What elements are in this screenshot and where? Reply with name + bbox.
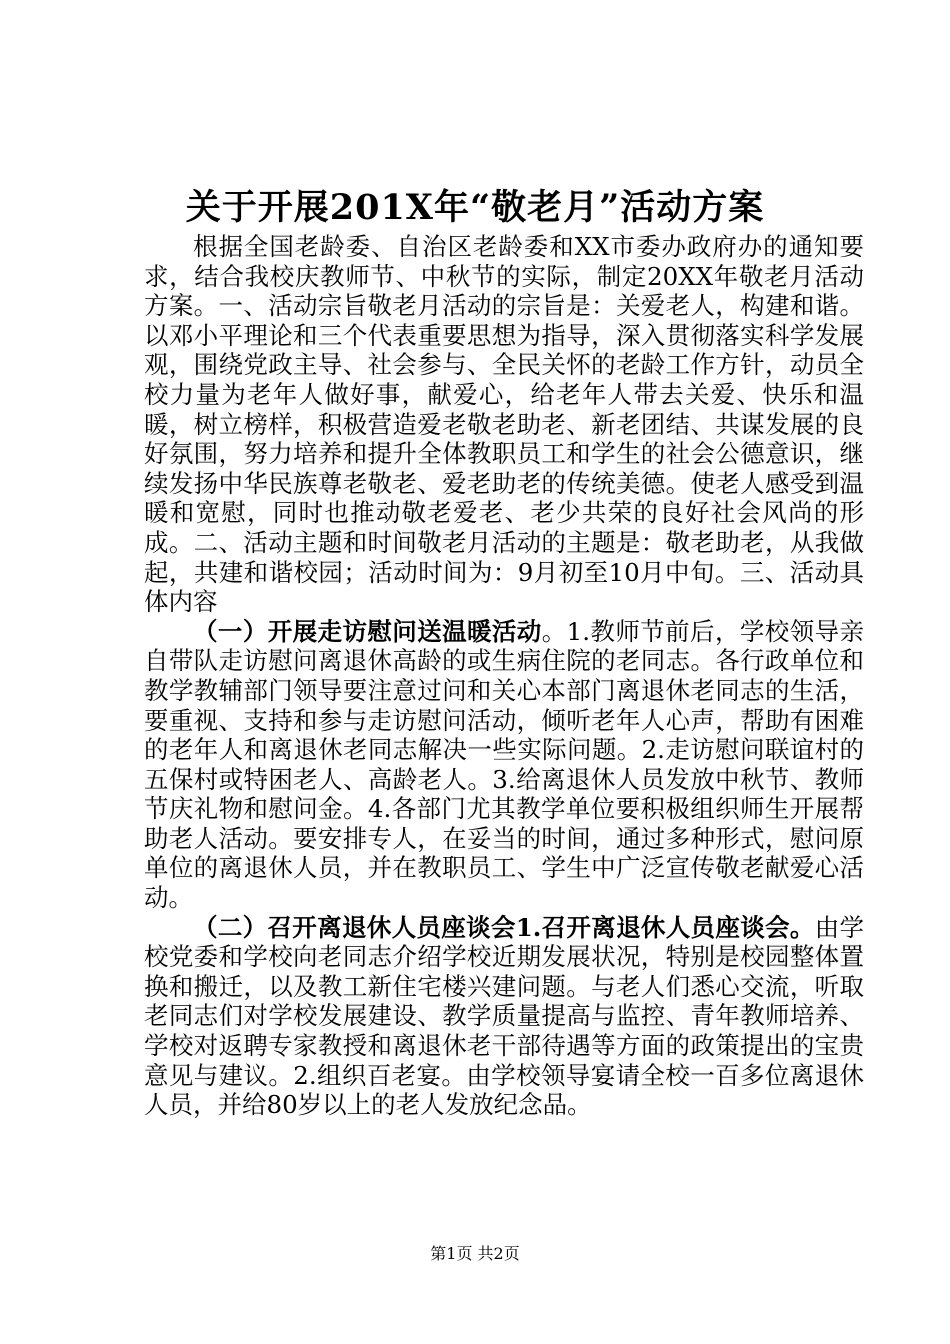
page-footer: 第1页 共2页 <box>430 1244 520 1263</box>
section-one-paragraph <box>144 617 864 913</box>
intro-paragraph: 根据全国老龄委、自治区老龄委和XX市委办政府办的通知要求，结合我校庆教师节、中秋节的实际，制定20XX年敬老月活动方案。一、活动宗旨敬老月活动的宗旨是：关爱老人，构建和谐。以邓小平理论和三个代表重要思想为指导，深入贯彻落实科学发展观，围绕党政主导、社会参与、全民关怀的老龄工作方针，动员全校力量为老年人做好事，献爱心，给老年人带去关爱、快乐和温暖，树立榜样，积极营造爱老敬老助老、新老团结、共谋发展的良好氛围，努力培养和提升全体教职员工和学生的社会公德意识，继续发扬中华民族尊老敬老、爱老助老的传统美德。使老人感受到温暖和宽慰，同时也推动敬老爱老、老少共荣的良好社会风尚的形成。二、活动主题和时间敬老月活动的主题是：敬老助老，从我做起，共建和谐校园；活动时间为：9月初至10月中旬。三、活动具体内容 <box>144 232 864 617</box>
section-one-heading: （一）开展走访慰问送温暖活动 <box>193 616 542 646</box>
document-title: 关于开展201X年“敬老月”活动方案 <box>185 187 765 228</box>
section-two-heading: （二）召开离退休人员座谈会1.召开离退休人员座谈会。 <box>193 912 815 942</box>
section-two-body: 由学校党委和学校向老同志介绍学校近期发展状况，特别是校园整体置换和搬迁，以及教工新住宅楼兴建问题。与老人们悉心交流，听取老同志们对学校发展建设、教学质量提高与监控、青年教师培养、学校对返聘专家教授和离退休老干部待遇等方面的政策提出的宝贵意见与建议。2.组织百老宴。由学校领导宴请全校一百多位离退休人员，并给80岁以上的老人发放纪念品。 <box>144 912 865 1120</box>
document-body <box>144 232 864 1120</box>
section-one-body: 。1.教师节前后，学校领导亲自带队走访慰问离退休高龄的或生病住院的老同志。各行政单位和教学教辅部门领导要注意过问和关心本部门离退休老同志的生活，要重视、支持和参与走访慰问活动，倾听老年人心声，帮助有困难的老年人和离退休老同志解决一些实际问题。2.走访慰问联谊村的五保村或特困老人、高龄老人。3.给离退休人员发放中秋节、教师节庆礼物和慰问金。4.各部门尤其教学单位要积极组织师生开展帮助老人活动。要安排专人，在妥当的时间，通过多种形式，慰问原单位的离退休人员，并在教职员工、学生中广泛宣传敬老献爱心活动。 <box>144 616 865 913</box>
section-two-paragraph <box>144 913 864 1120</box>
